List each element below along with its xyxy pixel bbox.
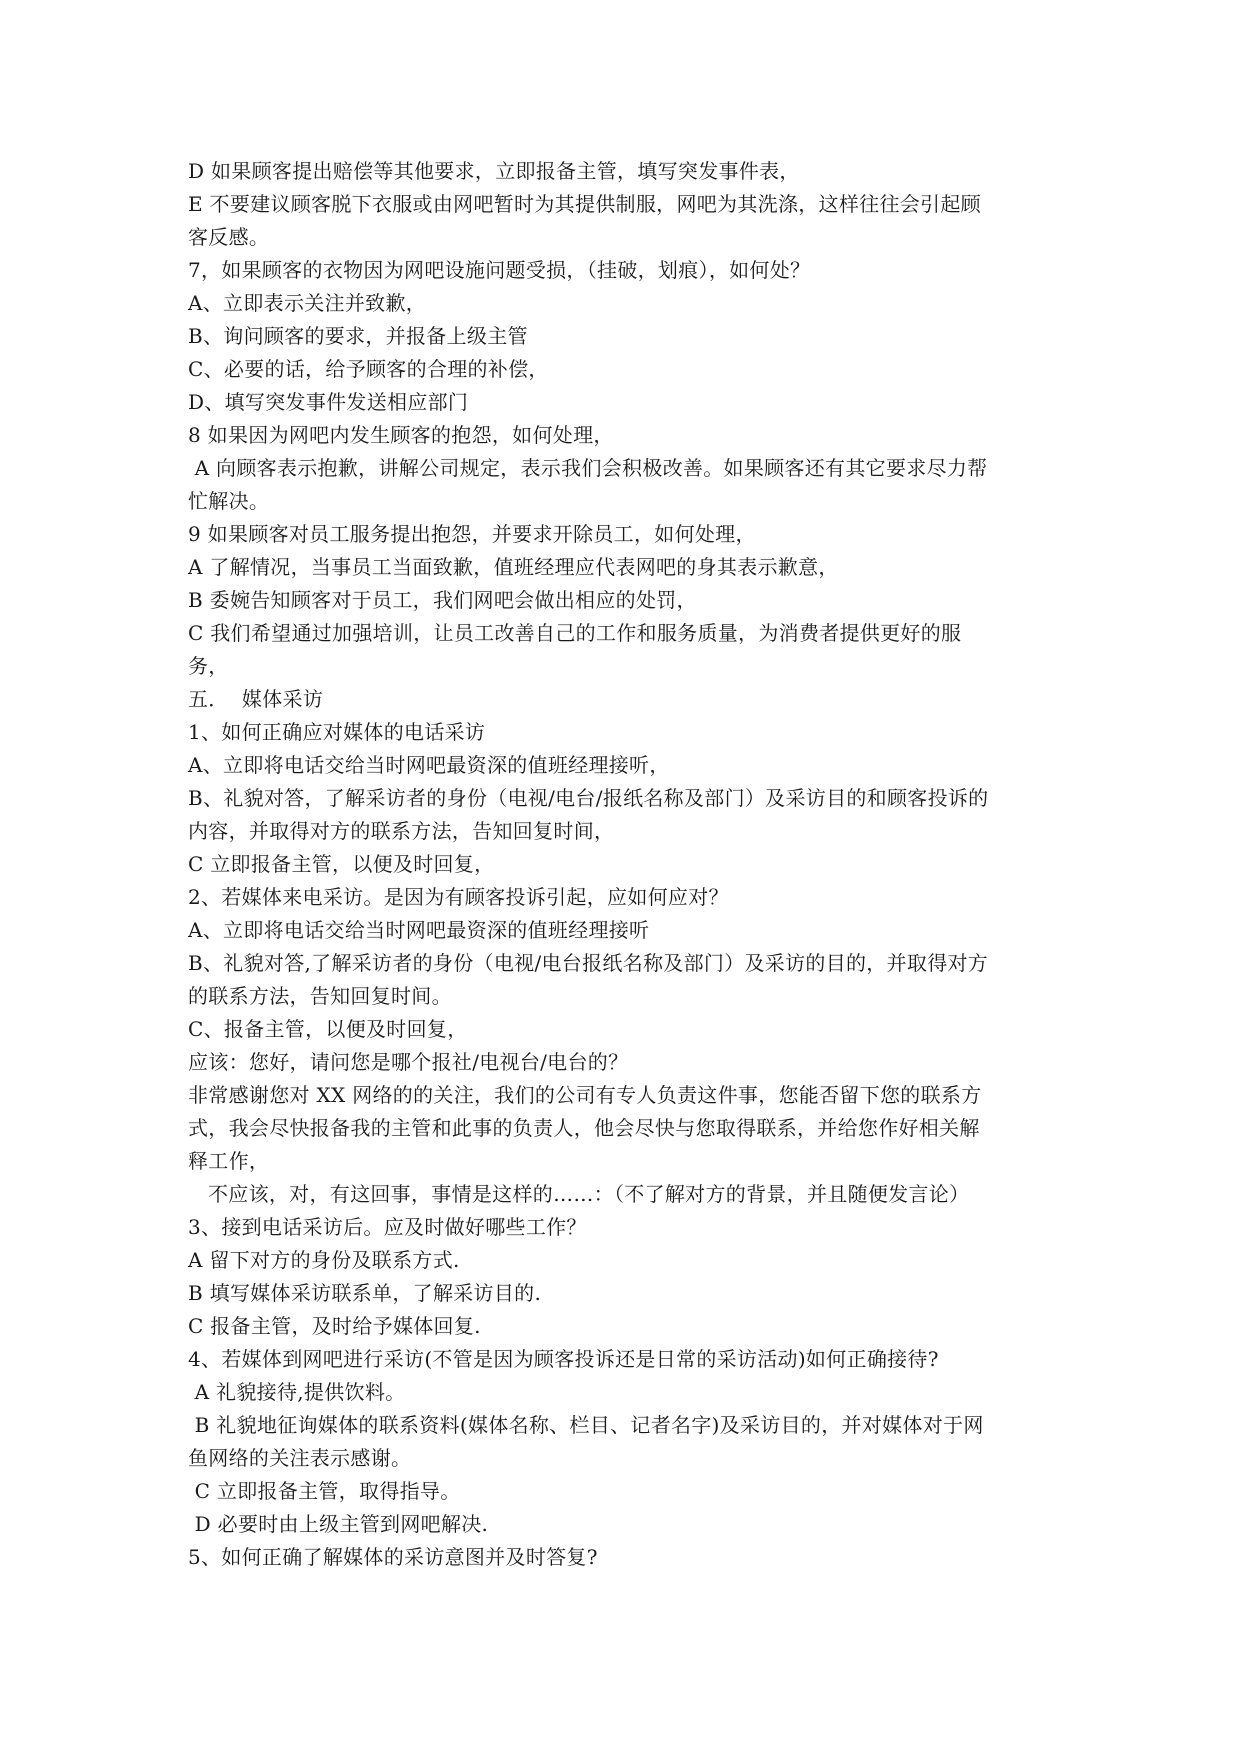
text-line: 4、若媒体到网吧进行采访(不管是因为顾客投诉还是日常的采访活动)如何正确接待?	[188, 1347, 939, 1371]
text-line: 务，	[188, 654, 229, 678]
text-line: 2、若媒体来电采访。是因为有顾客投诉引起，应如何应对？	[188, 885, 729, 909]
text-line: 客反感。	[188, 225, 270, 249]
text-line: 9 如果顾客对员工服务提出抱怨，并要求开除员工，如何处理，	[188, 522, 756, 546]
text-line: B、礼貌对答,了解采访者的身份（电视/电台报纸名称及部门）及采访的目的，并取得对方	[188, 951, 989, 975]
text-line: 非常感谢您对 XX 网络的的关注，我们的公司有专人负责这件事，您能否留下您的联系方	[188, 1083, 982, 1107]
text-line: 1、如何正确应对媒体的电话采访	[188, 720, 486, 744]
text-line: D 如果顾客提出赔偿等其他要求，立即报备主管，填写突发事件表，	[188, 159, 800, 183]
text-line: 式，我会尽快报备我的主管和此事的负责人，他会尽快与您取得联系，并给您作好相关解	[188, 1116, 980, 1140]
text-line: A 礼貌接待,提供饮料。	[188, 1380, 406, 1404]
text-line: E 不要建议顾客脱下衣服或由网吧暂时为其提供制服，网吧为其洗涤，这样往往会引起顾	[188, 192, 981, 216]
text-line: D、填写突发事件发送相应部门	[188, 390, 469, 414]
text-line: B 委婉告知顾客对于员工，我们网吧会做出相应的处罚，	[188, 588, 697, 612]
text-line: C、报备主管，以便及时回复，	[188, 1017, 468, 1041]
text-line: 释工作，	[188, 1149, 270, 1173]
text-line: A 了解情况，当事员工当面致歉，值班经理应代表网吧的身其表示歉意，	[188, 555, 839, 579]
text-line: B 礼貌地征询媒体的联系资料(媒体名称、栏目、记者名字)及采访目的，并对媒体对于网	[188, 1413, 984, 1437]
text-line: 8 如果因为网吧内发生顾客的抱怨，如何处理，	[188, 423, 614, 447]
text-line: A、立即将电话交给当时网吧最资深的值班经理接听，	[188, 753, 670, 777]
text-line: 五． 媒体采访	[188, 687, 324, 711]
text-line: C、必要的话，给予顾客的合理的补偿，	[188, 357, 549, 381]
text-line: 3、接到电话采访后。应及时做好哪些工作？	[188, 1215, 587, 1239]
text-line: 5、如何正确了解媒体的采访意图并及时答复?	[188, 1545, 598, 1569]
text-line: C 立即报备主管，取得指导。	[188, 1479, 461, 1503]
text-line: 的联系方法，告知回复时间。	[188, 984, 452, 1008]
document-body	[188, 155, 1068, 1574]
text-line: D 必要时由上级主管到网吧解决.	[188, 1512, 489, 1536]
text-line: B 填写媒体采访联系单，了解采访目的.	[188, 1281, 542, 1305]
text-line: 鱼网络的关注表示感谢。	[188, 1446, 412, 1470]
text-line: 7，如果顾客的衣物因为网吧设施问题受损，（挂破，划痕），如何处？	[188, 258, 811, 282]
text-line: C 报备主管，及时给予媒体回复.	[188, 1314, 481, 1338]
text-line: A、立即表示关注并致歉，	[188, 291, 427, 315]
text-line: A 留下对方的身份及联系方式.	[188, 1248, 460, 1272]
text-line: C 立即报备主管，以便及时回复，	[188, 852, 495, 876]
text-line: 应该：您好，请问您是哪个报社/电视台/电台的？	[188, 1050, 629, 1074]
text-line: B、礼貌对答，了解采访者的身份（电视/电台/报纸名称及部门）及采访目的和顾客投诉的	[188, 786, 989, 810]
text-line: 内容，并取得对方的联系方法，告知回复时间，	[188, 819, 615, 843]
text-line: 忙解决。	[188, 489, 270, 513]
text-line: A、立即将电话交给当时网吧最资深的值班经理接听	[188, 918, 650, 942]
text-line: 不应该，对，有这回事，事情是这样的……：（不了解对方的背景，并且随便发言论）	[188, 1182, 970, 1206]
text-line: C 我们希望通过加强培训，让员工改善自己的工作和服务质量，为消费者提供更好的服	[188, 621, 962, 645]
text-line: B、询问顾客的要求，并报备上级主管	[188, 324, 528, 348]
text-line: A 向顾客表示抱歉，讲解公司规定，表示我们会积极改善。如果顾客还有其它要求尽力帮	[188, 456, 988, 480]
